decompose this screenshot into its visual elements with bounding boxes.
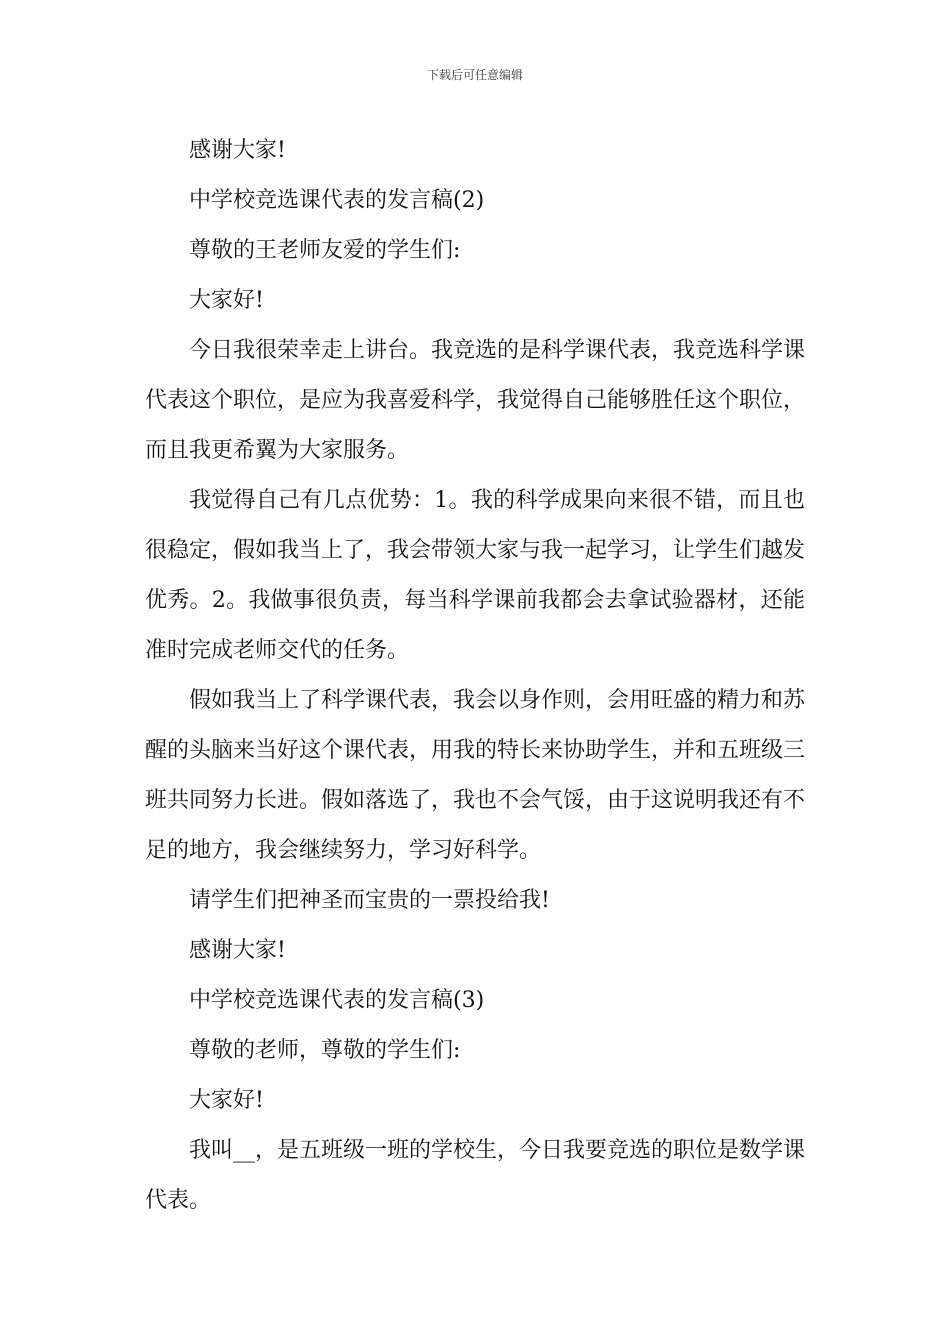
salutation-3: 尊敬的老师，尊敬的学生们: xyxy=(189,1038,461,1063)
document-body xyxy=(145,126,805,1226)
page-header: 下载后可任意编辑 xyxy=(426,68,523,82)
paragraph-advantages-2: 我觉得自己有几点优势：1。我的科学成果向来很不错，而且也很稳定，假如我当上了，我会带领大家与我一起学习，让学生们越发优秀。2。我做事很负责，每当科学课前我都会去拿试验器材，还能准时完成老师交代的任务。 xyxy=(145,488,806,663)
section-heading-2: 中学校竞选课代表的发言稿(2) xyxy=(189,188,485,213)
greeting-3: 大家好! xyxy=(189,1088,264,1113)
paragraph-intro-2: 今日我很荣幸走上讲台。我竞选的是科学课代表，我竞选科学课代表这个职位，是应为我喜爱科学，我觉得自己能够胜任这个职位，而且我更希翼为大家服务。 xyxy=(145,338,806,463)
paragraph-plan-2: 假如我当上了科学课代表，我会以身作则，会用旺盛的精力和苏醒的头脑来当好这个课代表，用我的特长来协助学生，并和五班级三班共同努力长进。假如落选了，我也不会气馁，由于这说明我还有不足的地方，我会继续努力，学习好科学。 xyxy=(145,688,806,863)
salutation-2: 尊敬的王老师友爱的学生们: xyxy=(189,238,461,263)
paragraph-thanks-2: 感谢大家! xyxy=(189,938,286,963)
paragraph-intro-3: 我叫__，是五班级一班的学校生，今日我要竞选的职位是数学课代表。 xyxy=(145,1138,806,1213)
paragraph-thanks-1: 感谢大家! xyxy=(189,138,286,163)
paragraph-vote-request: 请学生们把神圣而宝贵的一票投给我! xyxy=(189,888,550,913)
section-heading-3: 中学校竞选课代表的发言稿(3) xyxy=(189,988,485,1013)
greeting-2: 大家好! xyxy=(189,288,264,313)
